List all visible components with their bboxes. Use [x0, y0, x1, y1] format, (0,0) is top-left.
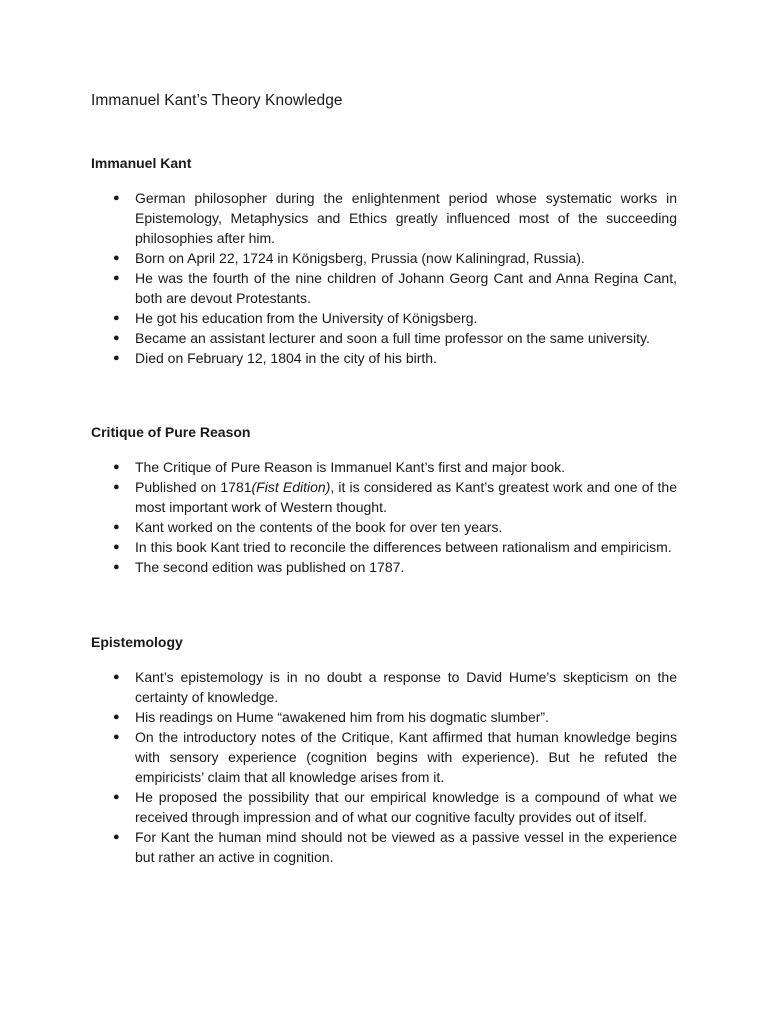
- list-item: [91, 537, 677, 557]
- bullet-icon: ●: [113, 272, 120, 284]
- list-item: [91, 477, 677, 517]
- list-item: [91, 557, 677, 577]
- section-epistemology: [91, 632, 677, 867]
- list-item: [91, 188, 677, 248]
- edition-note: (Fist Edition): [251, 479, 331, 495]
- list-item-text: Died on February 12, 1804 in the city of his birth.: [135, 350, 437, 366]
- bullet-icon: ●: [113, 192, 120, 204]
- bullet-icon: ●: [113, 252, 120, 264]
- bullet-icon: ●: [113, 541, 120, 553]
- section-immanuel-kant: [91, 153, 677, 368]
- list-item: [91, 308, 677, 328]
- bullet-list: [91, 457, 677, 577]
- list-item-text-post: , it is considered as Kant’s greatest work and one of the most important work of Western thought.: [135, 479, 677, 515]
- list-item: [91, 727, 677, 787]
- bullet-icon: ●: [113, 831, 120, 843]
- bullet-icon: ●: [113, 332, 120, 344]
- section-heading: Immanuel Kant: [91, 155, 192, 171]
- bullet-icon: ●: [113, 671, 120, 683]
- bullet-icon: ●: [113, 561, 120, 573]
- list-item-text: For Kant the human mind should not be viewed as a passive vessel in the experience but rather an active in cognition.: [135, 829, 677, 865]
- bullet-list: [91, 667, 677, 867]
- list-item-text: Became an assistant lecturer and soon a full time professor on the same university.: [135, 330, 650, 346]
- list-item: [91, 827, 677, 867]
- list-item-text: The second edition was published on 1787.: [135, 559, 405, 575]
- list-item-text: Kant worked on the contents of the book for over ten years.: [135, 519, 503, 535]
- list-item: [91, 328, 677, 348]
- list-item-text: He was the fourth of the nine children of Johann Georg Cant and Anna Regina Cant, both are devout Protestants.: [135, 270, 677, 306]
- list-item-text: German philosopher during the enlightenment period whose systematic works in Epistemology, Metaphysics and Ethics greatly influenced most of the succeeding philosophies after him.: [135, 190, 677, 246]
- list-item-text: In this book Kant tried to reconcile the differences between rationalism and empiricism.: [135, 539, 672, 555]
- bullet-icon: ●: [113, 711, 120, 723]
- bullet-icon: ●: [113, 791, 120, 803]
- list-item-text-pre: Published on 1781: [135, 479, 252, 495]
- section-critique-of-pure-reason: [91, 422, 677, 577]
- list-item-text: Kant’s epistemology is in no doubt a response to David Hume’s skepticism on the certainty of knowledge.: [135, 669, 677, 705]
- list-item: [91, 787, 677, 827]
- document-title: Immanuel Kant’s Theory Knowledge: [91, 92, 343, 109]
- bullet-icon: ●: [113, 481, 120, 493]
- list-item: [91, 248, 677, 268]
- list-item: [91, 348, 677, 368]
- list-item-text: Born on April 22, 1724 in Königsberg, Prussia (now Kaliningrad, Russia).: [135, 250, 585, 266]
- list-item: [91, 707, 677, 727]
- list-item-text: His readings on Hume “awakened him from his dogmatic slumber”.: [135, 709, 549, 725]
- list-item: [91, 517, 677, 537]
- bullet-icon: ●: [113, 312, 120, 324]
- list-item-text: He got his education from the University of Königsberg.: [135, 310, 478, 326]
- list-item-text: On the introductory notes of the Critique, Kant affirmed that human knowledge begins with sensory experience (cognition begins with experience). But he refuted the empiricists’ claim that all knowledge arises from it.: [135, 729, 677, 785]
- bullet-icon: ●: [113, 352, 120, 364]
- bullet-list: [91, 188, 677, 368]
- list-item: [91, 268, 677, 308]
- bullet-icon: ●: [113, 731, 120, 743]
- section-heading: Critique of Pure Reason: [91, 424, 251, 440]
- list-item: [91, 667, 677, 707]
- list-item-text: The Critique of Pure Reason is Immanuel Kant’s first and major book.: [135, 459, 566, 475]
- section-heading: Epistemology: [91, 634, 183, 650]
- list-item-text: He proposed the possibility that our empirical knowledge is a compound of what we received through impression and of what our cognitive faculty provides out of itself.: [135, 789, 677, 825]
- bullet-icon: ●: [113, 461, 120, 473]
- bullet-icon: ●: [113, 521, 120, 533]
- list-item: [91, 457, 677, 477]
